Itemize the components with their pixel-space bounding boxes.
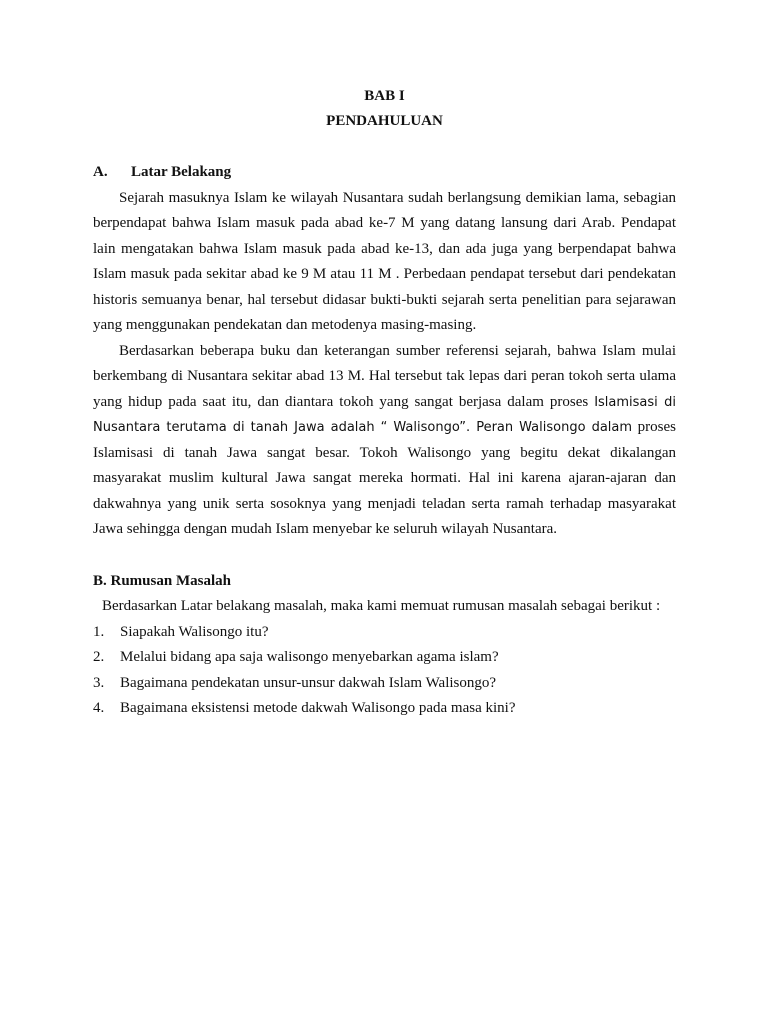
list-item bbox=[93, 645, 676, 671]
background-paragraph-2-part-3: proses Islamisasi di tanah Jawa sangat besar. Tokoh Walisongo yang begitu dekat dikalangan masyarakat muslim kultural Jawa sangat mereka hormati. Hal ini karena ajaran-ajaran dan dakwahnya yang unik serta sosoknya yang menjadi teladan serta ramah terhadap masyarakat Jawa sehingga dengan mudah Islam menyebar ke seluruh wilayah Nusantara. bbox=[93, 419, 677, 537]
background-paragraph-2-part-1: Berdasarkan beberapa buku dan keterangan sumber referensi sejarah, bahwa Islam mulai berkembang di Nusantara sekitar abad 13 M. Hal tersebut tak lepas dari peran tokoh serta ulama yang hidup pada saat itu, dan diantara tokoh yang sangat berjasa dalam proses bbox=[93, 342, 676, 410]
chapter-title: PENDAHULUAN bbox=[326, 113, 443, 129]
chapter-label: BAB I bbox=[364, 88, 405, 104]
problem-statement-intro: Berdasarkan Latar belakang masalah, maka kami memuat rumusan masalah sebagai berikut : bbox=[102, 598, 661, 614]
list-item bbox=[93, 696, 676, 722]
background-paragraph-2-part-2: Islamisasi di Nusantara terutama di tanah Jawa adalah “ Walisongo”. Peran Walisongo dalam bbox=[93, 394, 676, 435]
list-item bbox=[93, 620, 676, 646]
list-item bbox=[93, 671, 676, 697]
question-text: Bagaimana pendekatan unsur-unsur dakwah Islam Walisongo? bbox=[120, 674, 497, 691]
question-text: Siapakah Walisongo itu? bbox=[120, 623, 269, 640]
background-paragraph-2 bbox=[93, 339, 676, 543]
question-number: 3. bbox=[93, 674, 105, 691]
section-a-heading bbox=[93, 160, 676, 186]
question-number: 4. bbox=[93, 700, 105, 716]
question-number: 2. bbox=[93, 649, 105, 665]
section-a-number: A. bbox=[93, 164, 108, 180]
background-paragraph-1: Sejarah masuknya Islam ke wilayah Nusantara sudah berlangsung demikian lama, sebagian berpendapat bahwa Islam masuk pada abad ke-7 M yang datang lansung dari Arab. Pendapat lain mengatakan bahwa Islam masuk pada abad ke-13, dan ada juga yang berpendapat bahwa Islam masuk pada sekitar abad ke 9 M atau 11 M . Perbedaan pendapat tersebut dari pendekatan historis semuanya benar, hal tersebut didasar bukti-bukti sejarah serta penelitian para sejarawan yang menggunakan pendekatan dan metodenya masing-masing. bbox=[93, 189, 676, 333]
document-body bbox=[93, 84, 676, 722]
problem-question-list bbox=[93, 620, 676, 722]
question-number: 1. bbox=[93, 623, 105, 640]
question-text: Bagaimana eksistensi metode dakwah Walisongo pada masa kini? bbox=[120, 700, 516, 716]
question-text: Melalui bidang apa saja walisongo menyebarkan agama islam? bbox=[120, 649, 499, 665]
section-a-title: Latar Belakang bbox=[131, 164, 232, 180]
section-b-heading: B. Rumusan Masalah bbox=[93, 572, 231, 589]
